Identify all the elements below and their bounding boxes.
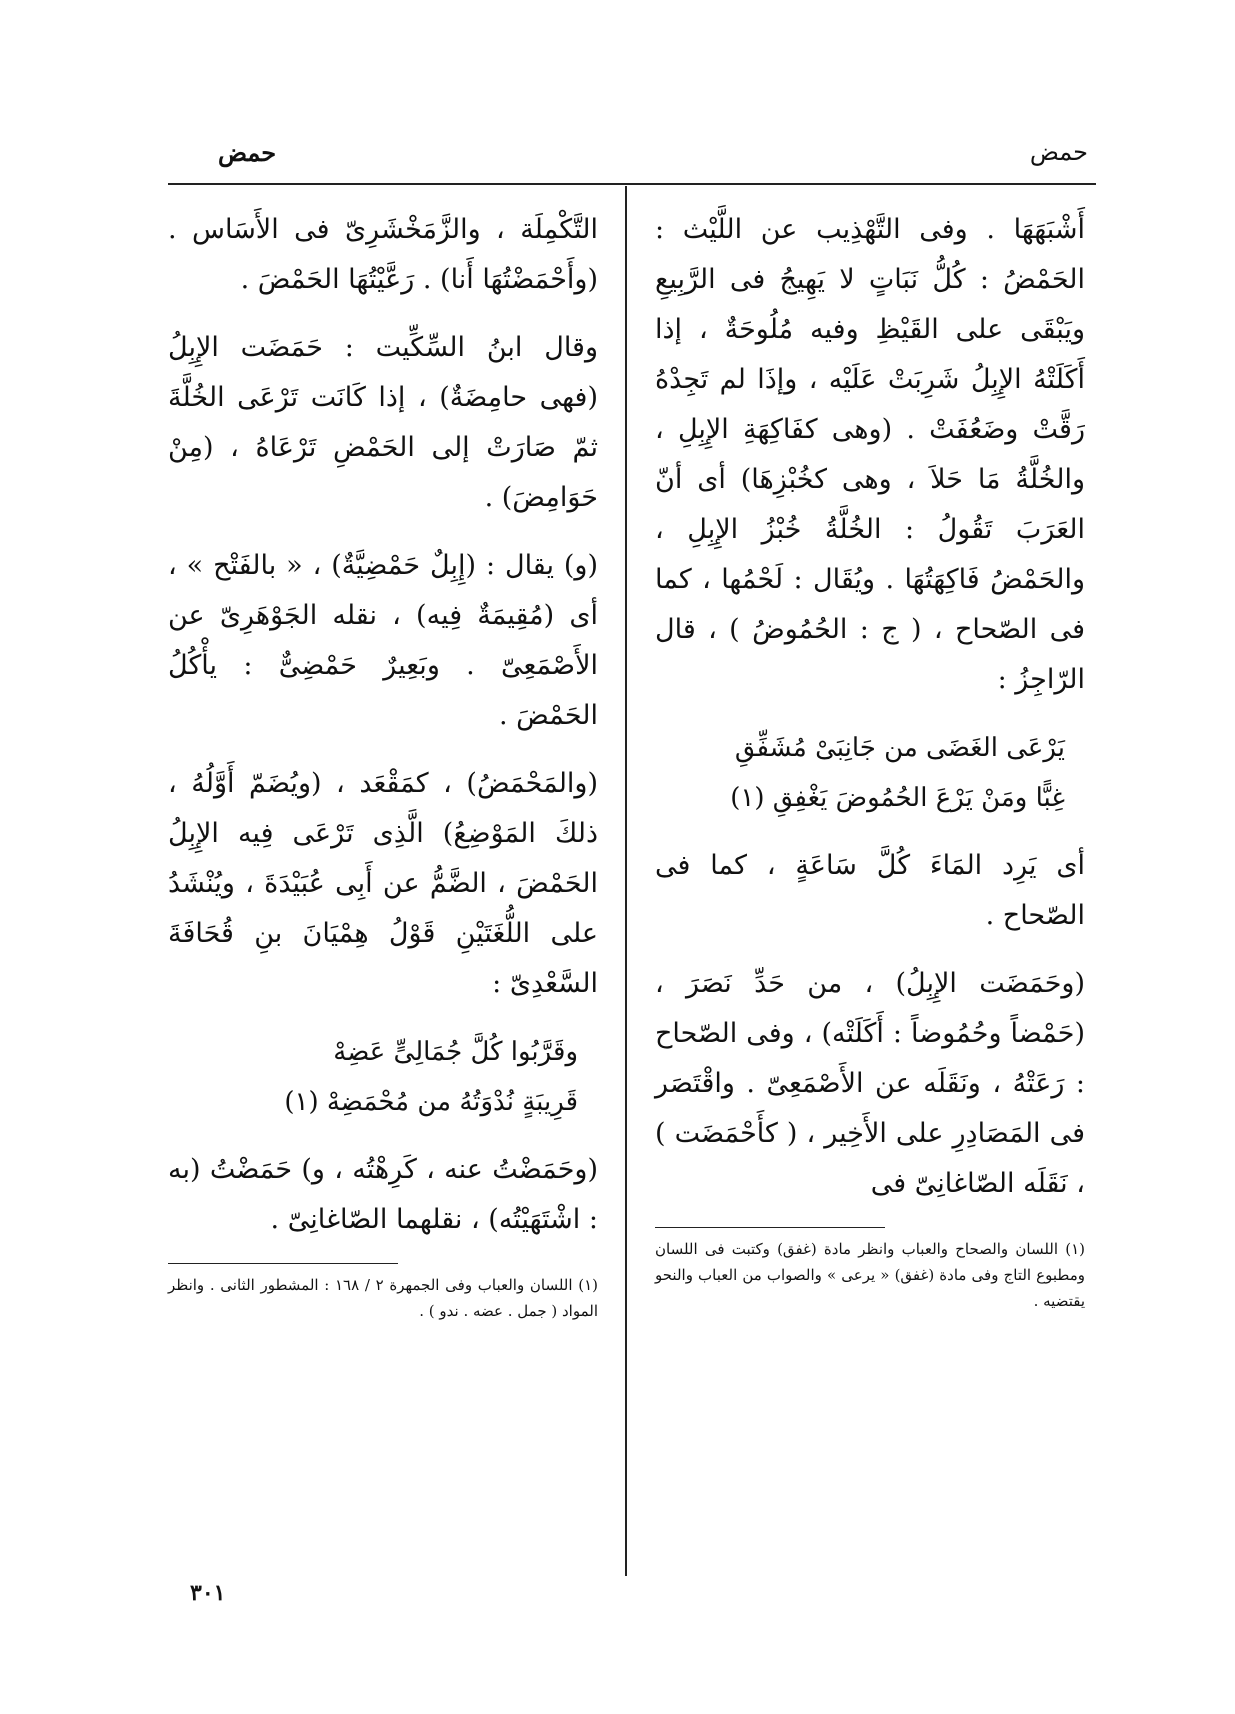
running-header <box>168 138 1088 178</box>
right-footnote: (١) اللسان والصحاح والعباب وانظر مادة (غفق) وكتبت فى اللسان ومطبوع التاج وفى مادة (غفق) « يرعى » والصواب من العباب والنحو يقتضيه . <box>655 1240 1085 1310</box>
poem-verse: غِبًّا ومَنْ يَرْعَ الحُمُوضَ يَغْفِقِ (١) <box>730 783 1065 813</box>
left-column <box>168 205 598 1324</box>
page-number: ٣٠١ <box>190 1580 226 1606</box>
left-footnote: (١) اللسان والعباب وفى الجمهرة ٢ / ١٦٨ : المشطور الثانى . وانظر المواد ( جمل . عضه . ندو ) . <box>168 1276 598 1320</box>
left-paragraph: (و) يقال : (إِبِلٌ حَمْضِيَّةٌ) ، « بالفَتْح » ، أى (مُقِيمَةٌ فِيه) ، نقله الجَوْهَرِىّ عن الأَصْمَعِىّ . وبَعِيرٌ حَمْضِىٌّ : يأْكُلُ الحَمْضَ . <box>168 550 598 731</box>
right-poem <box>655 723 1085 823</box>
header-rule <box>168 183 1096 185</box>
running-headword-right: حمض <box>1029 138 1088 166</box>
right-paragraph: (وحَمَضَت الإِبِلُ) ، من حَدِّ نَصَرَ ، (حَمْضاً وحُمُوضاً : أَكَلَتْه) ، وفى الصّحاح : رَعَتْهُ ، ونَقَلَه عن الأَصْمَعِىّ . واقْتَصَر فى المَصَادِرِ على الأَخِير ، ( كأَحْمَضَت ) ، نَقَلَه الصّاغانِىّ فى <box>655 968 1085 1199</box>
right-column <box>655 205 1085 1314</box>
left-paragraph: (والمَحْمَضُ) ، كمَقْعَد ، (ويُضَمّ أَوَّلُهُ ، ذلكَ المَوْضِعُ) الَّذِى تَرْعَى فِيه الإِبِلُ الحَمْضَ ، الضَّمُّ عن أَبِى عُبَيْدَةَ ، ويُنْشَدُ على اللُّغَتَيْنِ قَوْلُ هِمْيَانَ بنِ قُحَافَةَ السَّعْدِىّ : <box>168 768 598 999</box>
poem-verse: يَرْعَى الغَضَى من جَانِبَىْ مُشَفِّقِ <box>734 733 1065 763</box>
footnote-rule <box>168 1263 398 1264</box>
left-paragraph: وقال ابنُ السِّكِّيت : حَمَضَت الإِبِلُ (فهى حامِضَةٌ) ، إذا كَانَت تَرْعَى الخُلَّةَ ثمّ صَارَتْ إلى الحَمْضِ تَرْعَاهُ ، (مِنْ حَوَامِضَ) . <box>168 332 598 513</box>
poem-verse: قَرِيبَةٍ نُدْوَتُهُ من مُحْمَضِهْ (١) <box>284 1087 578 1117</box>
footnote-rule <box>655 1227 885 1228</box>
left-paragraph: التَّكْمِلَة ، والزَّمَخْشَرِىّ فى الأَسَاس . (وأَحْمَضْتُهَا أَنا) . رَعَّيْتُهَا الحَمْضَ . <box>168 214 598 295</box>
poem-verse: وقَرَّبُوا كُلَّ جُمَالِىٍّ عَضِهْ <box>333 1037 578 1067</box>
left-poem <box>168 1027 598 1127</box>
right-paragraph: أَشْبَهَهَا . وفى التَّهْذِيب عن اللَّيْث : الحَمْضُ : كُلُّ نَبَاتٍ لا يَهِيجُ فى الرَّبِيعِ ويَبْقَى على القَيْظِ وفيه مُلُوحَةٌ ، إذا أَكَلَتْهُ الإِبِلُ شَرِبَتْ عَلَيْه ، وإذَا لم تَجِدْهُ رَقَّتْ وضَعُفَتْ . (وهى كفَاكِهَةِ الإِبِلِ ، والخُلَّةُ مَا حَلاَ ، وهى كخُبْزِهَا) أى أنّ العَرَبَ تَقُولُ : الخُلَّةُ خُبْزُ الإِبِلِ ، والحَمْضُ فَاكِهَتُهَا . ويُقَال : لَحْمُها ، كما فى الصّحاح ، ( ج : الحُمُوضُ ) ، قال الرّاجِزُ : <box>655 214 1085 695</box>
right-paragraph: أى يَرِد المَاءَ كُلَّ سَاعَةٍ ، كما فى الصّحاح . <box>655 850 1085 931</box>
running-headword-left: حمض <box>218 138 277 167</box>
column-divider <box>625 186 627 1576</box>
left-paragraph: (وحَمَضْتُ عنه ، كَرِهْتُه ، و) حَمَضْتُ (به : اشْتَهَيْتُه) ، نقلهما الصّاغانِىّ . <box>168 1154 598 1235</box>
